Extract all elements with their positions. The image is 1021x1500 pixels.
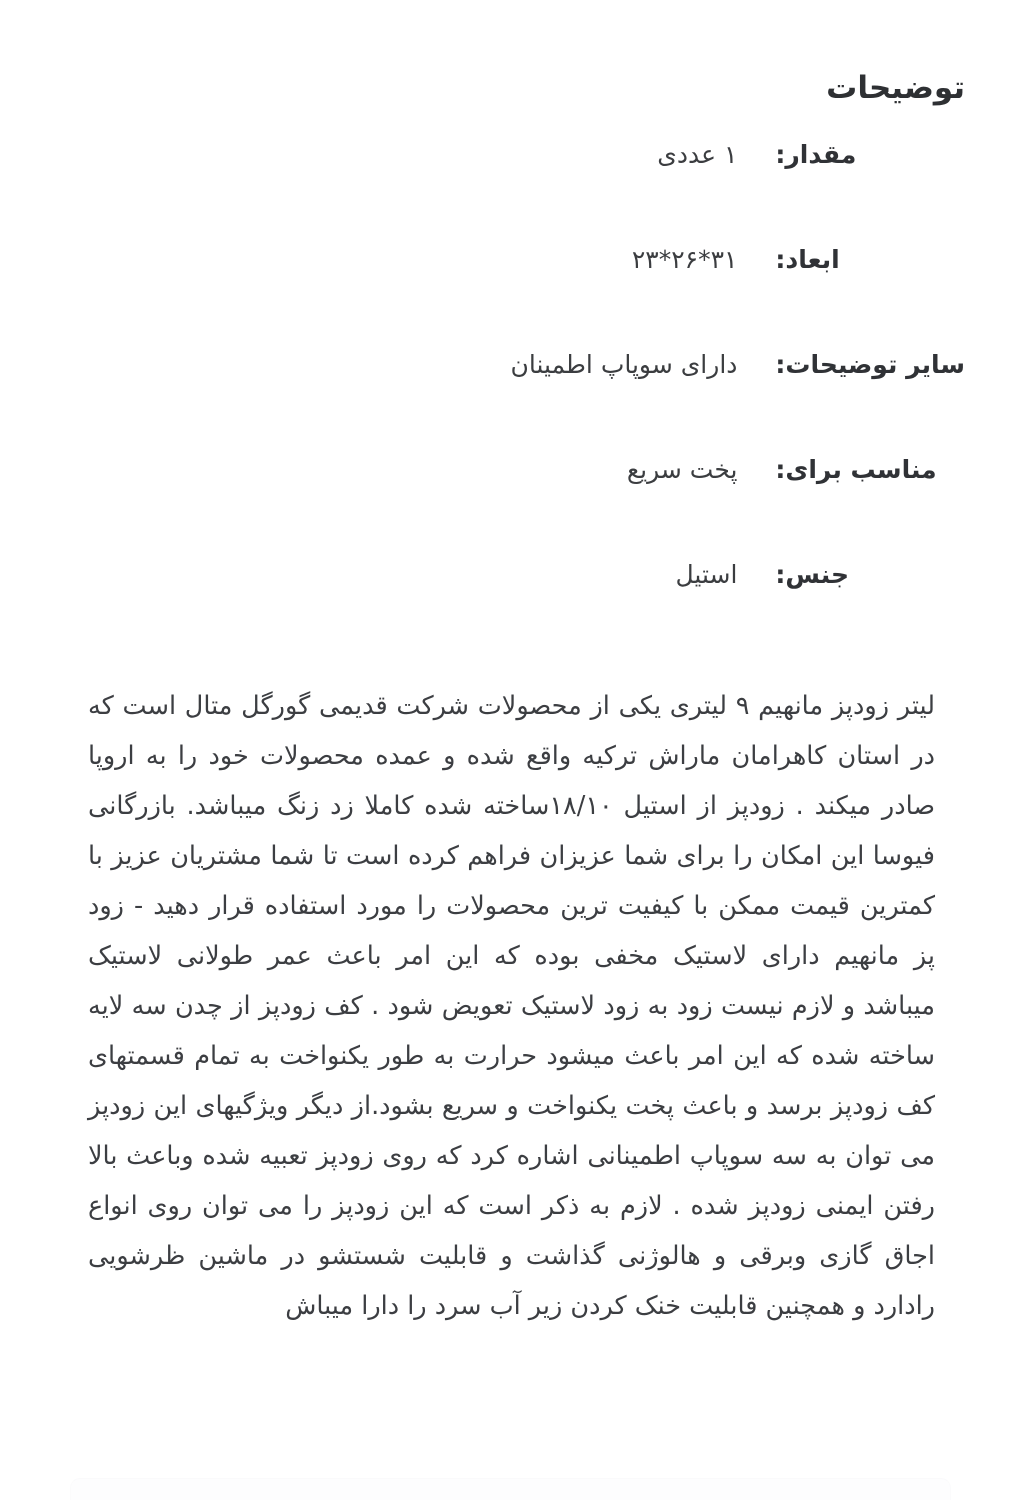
attribute-value-other-notes: دارای سوپاپ اطمینان	[510, 350, 738, 379]
attribute-label-material: جنس:	[775, 560, 849, 589]
attribute-value-quantity: ۱ عددی	[657, 140, 738, 169]
attribute-row-other-notes	[0, 350, 1021, 455]
attribute-row-dimensions	[0, 245, 1021, 350]
attribute-list	[0, 140, 1021, 665]
attribute-label-dimensions: ابعاد:	[775, 245, 840, 274]
description-body: لیتر زودپز مانهیم ۹ لیتری یکی از محصولات شرکت قدیمی گورگل متال است که در استان کاهرامان ماراش ترکیه واقع شده و عمده محصولات خود را به اروپا صادر میکند . زودپز از استیل ۱۸/۱۰ساخته شده کاملا زد زنگ میباشد. بازرگانی فیوسا این امکان را برای شما عزیزان فراهم کرده است تا شما مشتریان عزیز با کمترین قیمت ممکن با کیفیت ترین محصولات را مورد استفاده قرار دهید - زود پز مانهیم دارای لاستیک مخفی بوده که این امر باعث عمر طولانی لاستیک میباشد و لازم نیست زود به زود لاستیک تعویض شود . کف زودپز از چدن سه لایه ساخته شده که این امر باعث میشود حرارت به طور یکنواخت به تمام قسمتهای کف زودپز برسد و باعث پخت یکنواخت و سریع بشود.از دیگر ویژگیهای این زودپز می توان به سه سوپاپ اطمینانی اشاره کرد که روی زودپز تعبیه شده وباعث بالا رفتن ایمنی زودپز شده . لازم به ذکر است که این زودپز را می توان روی انواع اجاق گازی وبرقی و هالوژنی گذاشت و قابلیت شستشو در ماشین ظرشویی رادارد و همچنین قابلیت خنک کردن زیر آب سرد را دارا میباش	[88, 690, 935, 1321]
attribute-value-dimensions: ۳۱*۲۶*۲۳	[631, 245, 738, 274]
attribute-label-suitable-for: مناسب برای:	[775, 455, 937, 484]
attribute-value-material: استیل	[675, 560, 738, 589]
attribute-row-quantity	[0, 140, 1021, 245]
attribute-label-other-notes: سایر توضیحات:	[775, 350, 965, 379]
page-title: توضیحات	[826, 69, 965, 106]
attribute-row-material	[0, 560, 1021, 665]
attribute-label-quantity: مقدار:	[775, 140, 857, 169]
next-section-card-edge	[70, 1478, 951, 1500]
attribute-row-suitable-for	[0, 455, 1021, 560]
attribute-value-suitable-for: پخت سریع	[626, 455, 738, 484]
